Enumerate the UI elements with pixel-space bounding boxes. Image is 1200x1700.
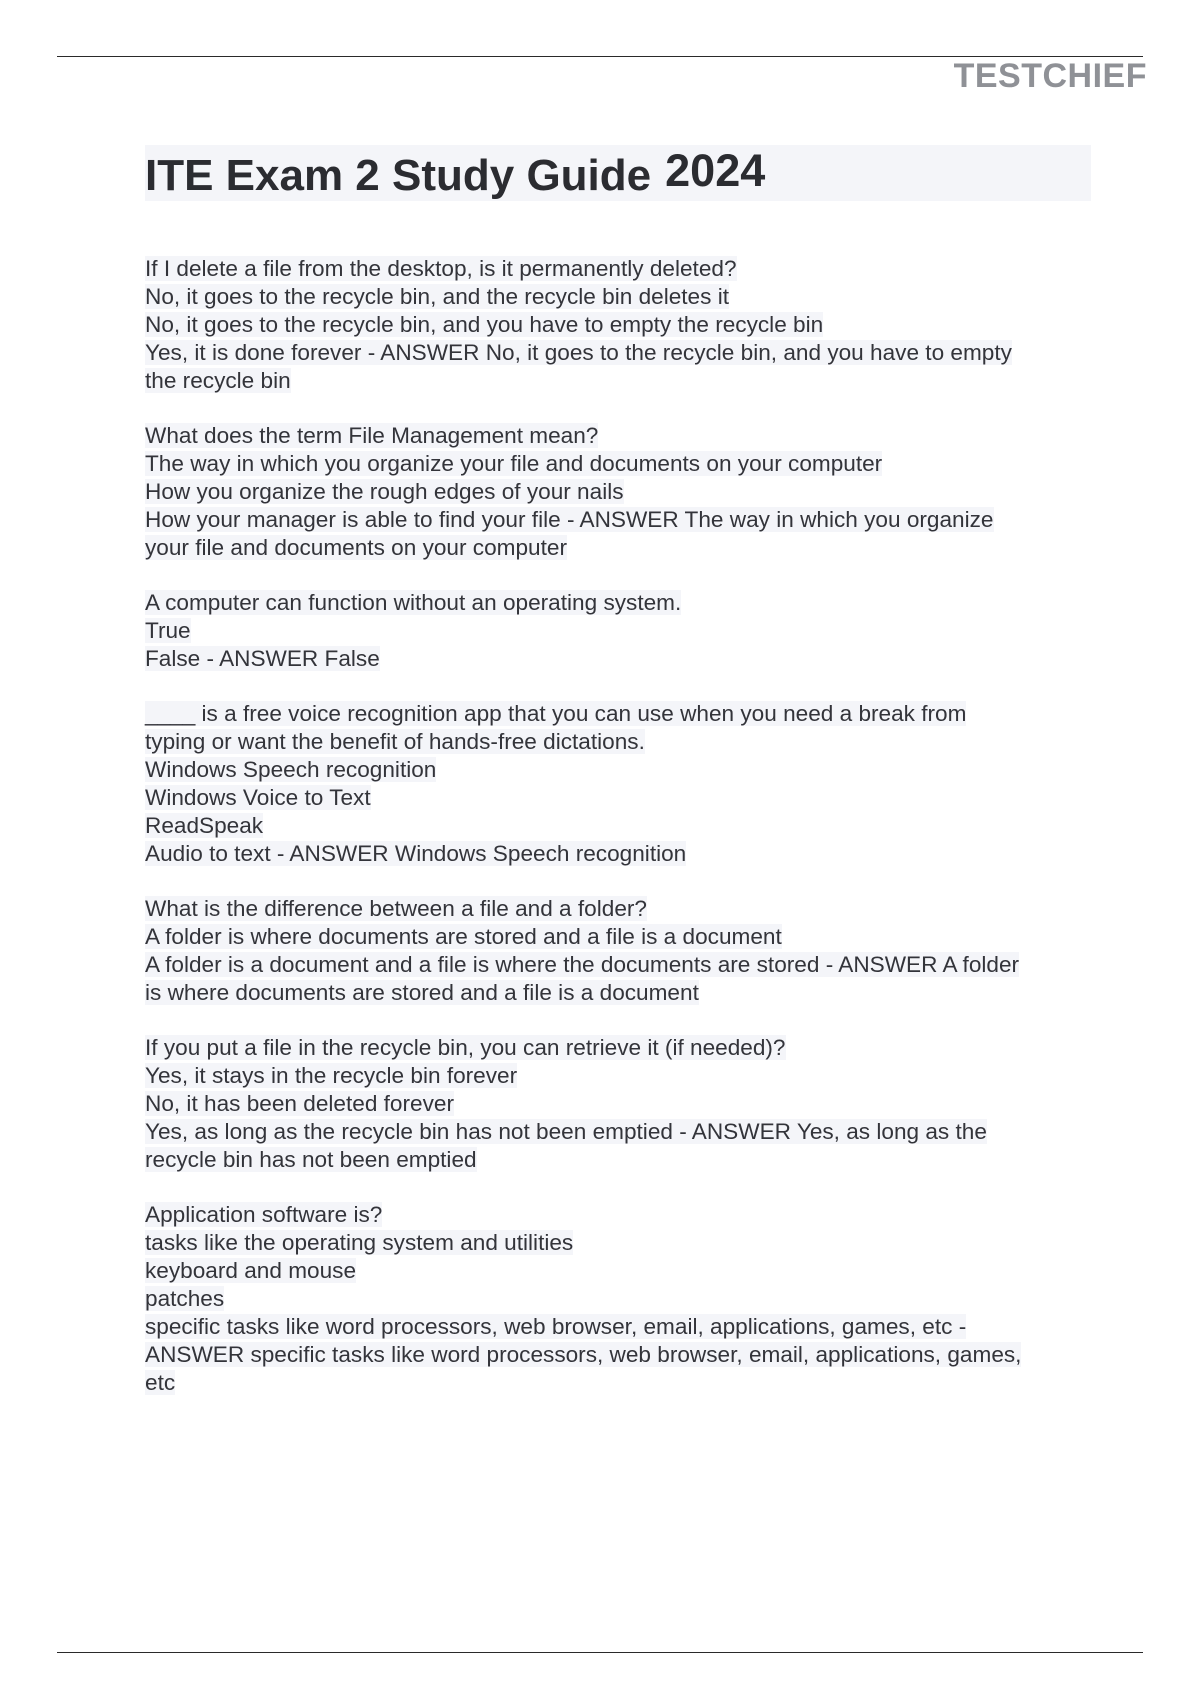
question-text xyxy=(145,895,1095,923)
line-text: Windows Voice to Text xyxy=(145,785,371,810)
line-text: A folder is where documents are stored and a file is a document xyxy=(145,924,782,949)
answer-option-line xyxy=(145,1146,1095,1174)
answer-option-line xyxy=(145,617,1095,645)
answer-option-line xyxy=(145,534,1095,562)
answer-option-line xyxy=(145,728,1095,756)
line-text: keyboard and mouse xyxy=(145,1258,357,1283)
answer-option-line xyxy=(145,1341,1095,1369)
question-text xyxy=(145,700,1095,728)
answer-option-line xyxy=(145,1062,1095,1090)
answer-option-line xyxy=(145,1313,1095,1341)
title-year: 2024 xyxy=(665,145,766,196)
line-text: the recycle bin xyxy=(145,368,291,393)
question-block xyxy=(145,422,1095,562)
line-text: If you put a file in the recycle bin, you can retrieve it (if needed)? xyxy=(145,1035,786,1060)
line-text: etc xyxy=(145,1370,176,1395)
line-text: patches xyxy=(145,1286,225,1311)
answer-option-line xyxy=(145,1118,1095,1146)
bottom-divider xyxy=(57,1652,1143,1653)
line-text: Application software is? xyxy=(145,1202,383,1227)
answer-option-line xyxy=(145,923,1095,951)
question-text xyxy=(145,1034,1095,1062)
line-text: False - ANSWER False xyxy=(145,646,380,671)
answer-option-line xyxy=(145,283,1095,311)
question-block xyxy=(145,895,1095,1007)
answer-option-line xyxy=(145,840,1095,868)
answer-option-line xyxy=(145,1257,1095,1285)
line-text: specific tasks like word processors, web browser, email, applications, games, etc - xyxy=(145,1314,967,1339)
line-text: Windows Speech recognition xyxy=(145,757,437,782)
line-text: is where documents are stored and a file is a document xyxy=(145,980,699,1005)
answer-option-line xyxy=(145,812,1095,840)
line-text: No, it goes to the recycle bin, and you have to empty the recycle bin xyxy=(145,312,824,337)
line-text: If I delete a file from the desktop, is it permanently deleted? xyxy=(145,256,737,281)
answer-option-line xyxy=(145,756,1095,784)
line-text: A computer can function without an operating system. xyxy=(145,590,682,615)
line-text: your file and documents on your computer xyxy=(145,535,567,560)
answer-option-line xyxy=(145,979,1095,1007)
line-text: A folder is a document and a file is where the documents are stored - ANSWER A folder xyxy=(145,952,1020,977)
line-text: What does the term File Management mean? xyxy=(145,423,599,448)
question-block xyxy=(145,255,1095,395)
line-text: ANSWER specific tasks like word processors, web browser, email, applications, games, xyxy=(145,1342,1022,1367)
answer-option-line xyxy=(145,506,1095,534)
question-text xyxy=(145,1201,1095,1229)
line-text: Yes, as long as the recycle bin has not been emptied - ANSWER Yes, as long as the xyxy=(145,1119,987,1144)
answer-option-line xyxy=(145,339,1095,367)
answer-option-line xyxy=(145,1285,1095,1313)
line-text: Yes, it is done forever - ANSWER No, it goes to the recycle bin, and you have to empty xyxy=(145,340,1012,365)
line-text: ReadSpeak xyxy=(145,813,264,838)
question-text xyxy=(145,422,1095,450)
line-text: recycle bin has not been emptied xyxy=(145,1147,477,1172)
answer-option-line xyxy=(145,645,1095,673)
line-text: True xyxy=(145,618,191,643)
line-text: Audio to text - ANSWER Windows Speech recognition xyxy=(145,841,687,866)
answer-option-line xyxy=(145,951,1095,979)
line-text: How you organize the rough edges of your nails xyxy=(145,479,624,504)
brand-watermark: TESTCHIEF xyxy=(953,57,1147,95)
question-block xyxy=(145,700,1095,868)
answer-option-line xyxy=(145,1229,1095,1257)
line-text: How your manager is able to find your file - ANSWER The way in which you organize xyxy=(145,507,994,532)
question-block xyxy=(145,1034,1095,1174)
question-block xyxy=(145,589,1095,673)
answer-option-line xyxy=(145,478,1095,506)
answer-option-line xyxy=(145,784,1095,812)
line-text: No, it goes to the recycle bin, and the recycle bin deletes it xyxy=(145,284,729,309)
study-guide-body xyxy=(145,255,1095,1424)
line-text: typing or want the benefit of hands-free dictations. xyxy=(145,729,645,754)
answer-option-line xyxy=(145,311,1095,339)
line-text: What is the difference between a file and a folder? xyxy=(145,896,647,921)
line-text: The way in which you organize your file and documents on your computer xyxy=(145,451,883,476)
answer-option-line xyxy=(145,450,1095,478)
title-text: ITE Exam 2 Study Guide xyxy=(145,151,652,200)
line-text: No, it has been deleted forever xyxy=(145,1091,454,1116)
question-block xyxy=(145,1201,1095,1397)
answer-option-line xyxy=(145,1090,1095,1118)
line-text: ____ is a free voice recognition app that you can use when you need a break from xyxy=(145,701,967,726)
question-text xyxy=(145,589,1095,617)
question-text xyxy=(145,255,1095,283)
answer-option-line xyxy=(145,367,1095,395)
line-text: tasks like the operating system and utilities xyxy=(145,1230,574,1255)
line-text: Yes, it stays in the recycle bin forever xyxy=(145,1063,518,1088)
page-title xyxy=(145,147,765,204)
answer-option-line xyxy=(145,1369,1095,1397)
